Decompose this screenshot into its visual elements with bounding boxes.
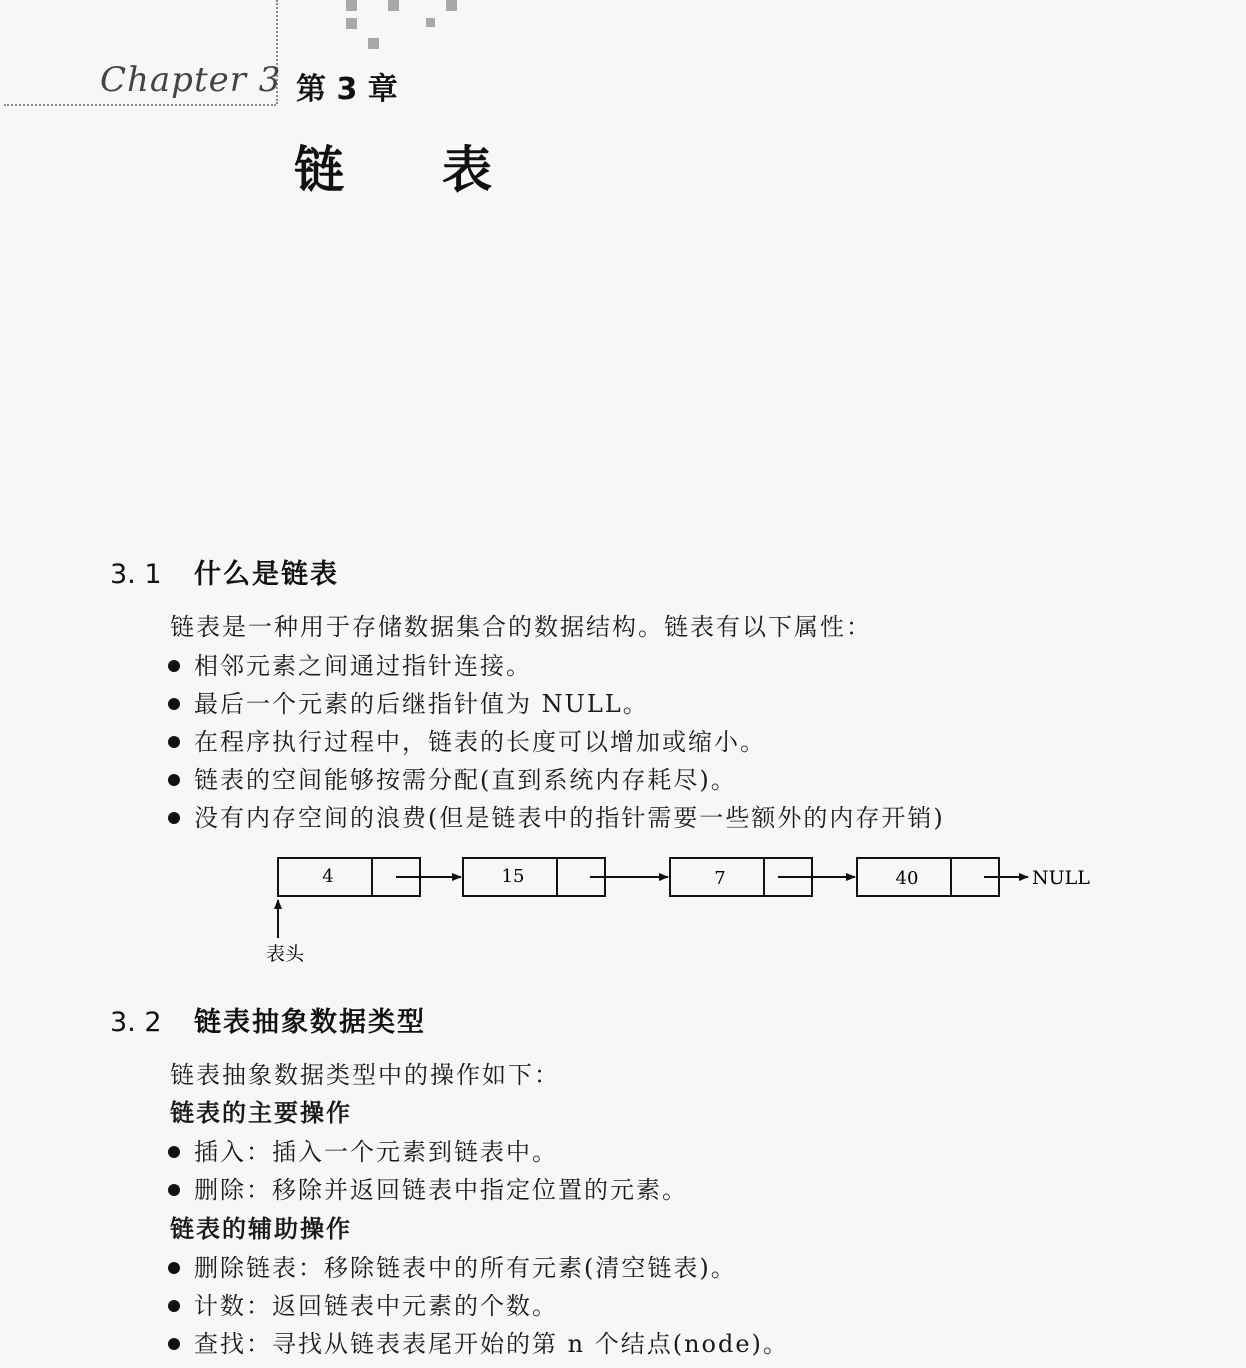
section-number: 3. 1 [110, 559, 162, 590]
section-intro: 链表是一种用于存储数据集合的数据结构。链表有以下属性： [170, 613, 872, 641]
list-item: 删除：移除并返回链表中指定位置的元素。 [168, 1170, 688, 1205]
section-heading-3-2 [110, 1000, 426, 1039]
node-value: 7 [714, 868, 726, 889]
chapter-script-label: Chapter 3 [100, 60, 282, 100]
aux-ops-heading: 链表的辅助操作 [170, 1215, 352, 1243]
list-item: 查找：寻找从链表表尾开始的第 n 个结点(node)。 [168, 1324, 789, 1359]
list-item: 没有内存空间的浪费(但是链表中的指针需要一些额外的内存开销) [168, 798, 945, 833]
list-item: 计数：返回链表中元素的个数。 [168, 1286, 558, 1321]
node-value: 40 [895, 868, 919, 889]
node-value: 4 [322, 866, 334, 887]
bullet-icon [168, 1146, 180, 1158]
node-value: 15 [501, 866, 525, 887]
bullet-icon [168, 1184, 180, 1196]
head-label: 表头 [266, 943, 305, 965]
null-label: NULL [1032, 867, 1090, 889]
list-item: 删除链表：移除链表中的所有元素(清空链表)。 [168, 1248, 737, 1283]
chapter-title-char-2: 表 [442, 141, 492, 199]
bullet-icon [168, 1338, 180, 1350]
list-item: 插入：插入一个元素到链表中。 [168, 1132, 558, 1167]
list-item: 在程序执行过程中，链表的长度可以增加或缩小。 [168, 722, 766, 757]
chapter-number: 第 3 章 [296, 72, 398, 107]
section-number: 3. 2 [110, 1007, 162, 1038]
list-item: 相邻元素之间通过指针连接。 [168, 646, 532, 681]
section-title: 链表抽象数据类型 [194, 1007, 426, 1038]
section-intro: 链表抽象数据类型中的操作如下： [170, 1061, 560, 1089]
list-item: 最后一个元素的后继指针值为 NULL。 [168, 684, 649, 719]
bullet-icon [168, 1300, 180, 1312]
list-item: 链表的空间能够按需分配(直到系统内存耗尽)。 [168, 760, 737, 795]
chapter-title-char-1: 链 [294, 141, 344, 199]
section-title: 什么是链表 [194, 559, 339, 590]
main-ops-heading: 链表的主要操作 [170, 1099, 352, 1127]
bullet-icon [168, 1262, 180, 1274]
